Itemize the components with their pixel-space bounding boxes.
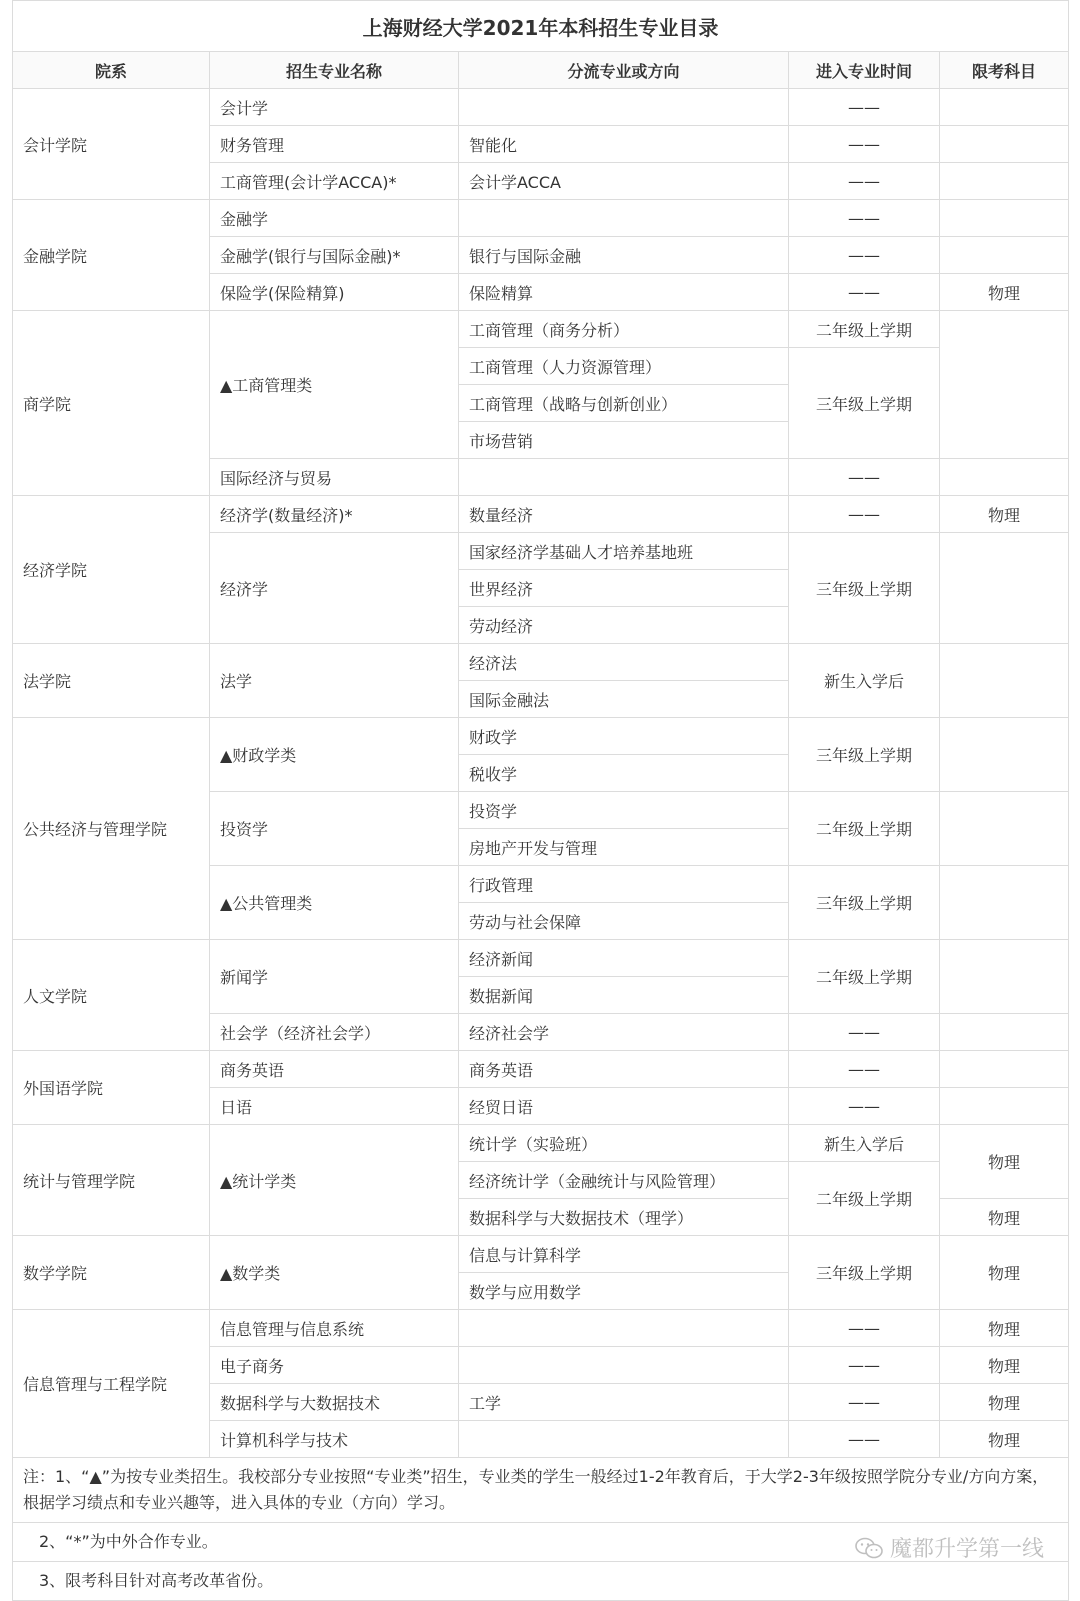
time-cell: —— [789,1014,940,1051]
time-cell: 新生入学后 [789,644,940,718]
direction-cell [459,1347,789,1384]
direction-cell: 数据新闻 [459,977,789,1014]
header-direction: 分流专业或方向 [459,52,789,89]
direction-cell: 劳动与社会保障 [459,903,789,940]
subject-cell [940,940,1069,1014]
direction-cell [459,200,789,237]
time-cell: —— [789,237,940,274]
major-cell: ▲公共管理类 [210,866,459,940]
time-cell: —— [789,163,940,200]
table-row [13,496,1069,533]
direction-cell: 国际金融法 [459,681,789,718]
subject-cell [940,1014,1069,1051]
direction-cell: 工商管理（战略与创新创业） [459,385,789,422]
subject-cell: 物理 [940,1310,1069,1347]
major-cell: 金融学(银行与国际金融)* [210,237,459,274]
header-college: 院系 [13,52,210,89]
college-cell: 人文学院 [13,940,210,1051]
time-cell: 三年级上学期 [789,1236,940,1310]
subject-cell [940,1051,1069,1088]
direction-cell: 国家经济学基础人才培养基地班 [459,533,789,570]
subject-cell: 物理 [940,1421,1069,1458]
major-cell: ▲工商管理类 [210,311,459,459]
subject-cell [940,89,1069,126]
direction-cell: 经贸日语 [459,1088,789,1125]
time-cell: —— [789,1347,940,1384]
time-cell: —— [789,274,940,311]
major-cell: 工商管理(会计学ACCA)* [210,163,459,200]
subject-cell [940,718,1069,792]
catalog-table [12,0,1069,1601]
direction-cell: 工商管理（人力资源管理） [459,348,789,385]
direction-cell: 银行与国际金融 [459,237,789,274]
watermark-text: 魔都升学第一线 [889,1537,1044,1562]
note-2: 2、“*”为中外合作专业。 [13,1523,1069,1562]
major-cell: 会计学 [210,89,459,126]
college-cell: 公共经济与管理学院 [13,718,210,940]
table-row [13,644,1069,681]
time-cell: 新生入学后 [789,1125,940,1162]
table-row [13,940,1069,977]
subject-cell: 物理 [940,1347,1069,1384]
table-row [13,1051,1069,1088]
direction-cell [459,1310,789,1347]
college-cell: 外国语学院 [13,1051,210,1125]
college-cell: 信息管理与工程学院 [13,1310,210,1458]
time-cell: —— [789,126,940,163]
time-cell: —— [789,1384,940,1421]
major-cell: ▲统计学类 [210,1125,459,1236]
time-cell: —— [789,1088,940,1125]
major-cell: ▲财政学类 [210,718,459,792]
direction-cell: 投资学 [459,792,789,829]
header-entry-time: 进入专业时间 [789,52,940,89]
major-cell: 日语 [210,1088,459,1125]
college-cell: 商学院 [13,311,210,496]
subject-cell: 物理 [940,1125,1069,1199]
wechat-icon [854,1536,884,1560]
subject-cell [940,459,1069,496]
direction-cell: 经济统计学（金融统计与风险管理） [459,1162,789,1199]
direction-cell: 劳动经济 [459,607,789,644]
subject-cell: 物理 [940,1199,1069,1236]
time-cell: —— [789,89,940,126]
direction-cell: 市场营销 [459,422,789,459]
major-cell: 投资学 [210,792,459,866]
subject-cell [940,237,1069,274]
direction-cell: 财政学 [459,718,789,755]
time-cell: 二年级上学期 [789,1162,940,1236]
college-cell: 统计与管理学院 [13,1125,210,1236]
subject-cell [940,311,1069,459]
time-cell: —— [789,496,940,533]
direction-cell: 数学与应用数学 [459,1273,789,1310]
major-cell: 计算机科学与技术 [210,1421,459,1458]
major-cell: 财务管理 [210,126,459,163]
direction-cell: 数据科学与大数据技术（理学） [459,1199,789,1236]
direction-cell: 会计学ACCA [459,163,789,200]
title-row [13,1,1069,52]
subject-cell [940,792,1069,866]
major-cell: 商务英语 [210,1051,459,1088]
major-cell: 社会学（经济社会学） [210,1014,459,1051]
table-row [13,200,1069,237]
direction-cell: 信息与计算科学 [459,1236,789,1273]
subject-cell [940,644,1069,718]
direction-cell: 经济新闻 [459,940,789,977]
direction-cell: 统计学（实验班） [459,1125,789,1162]
table-row [13,311,1069,348]
time-cell: 二年级上学期 [789,940,940,1014]
subject-cell: 物理 [940,274,1069,311]
direction-cell [459,1421,789,1458]
major-cell: 金融学 [210,200,459,237]
time-cell: —— [789,459,940,496]
college-cell: 会计学院 [13,89,210,200]
major-cell: 经济学 [210,533,459,644]
direction-cell: 工学 [459,1384,789,1421]
header-row [13,52,1069,89]
subject-cell [940,200,1069,237]
note-row [13,1458,1069,1523]
direction-cell: 工商管理（商务分析） [459,311,789,348]
major-cell: 新闻学 [210,940,459,1014]
direction-cell: 世界经济 [459,570,789,607]
major-cell: 法学 [210,644,459,718]
subject-cell [940,163,1069,200]
time-cell: 三年级上学期 [789,348,940,459]
direction-cell: 保险精算 [459,274,789,311]
note-1: 注：1、“▲”为按专业类招生。我校部分专业按照“专业类”招生，专业类的学生一般经过1-2年教育后，于大学2-3年级按照学院分专业/方向方案，根据学习绩点和专业兴趣等，进入具体的专业（方向）学习。 [13,1458,1069,1523]
subject-cell [940,1088,1069,1125]
direction-cell: 智能化 [459,126,789,163]
subject-cell [940,533,1069,644]
watermark [854,1532,1044,1563]
catalog-frame [12,0,1068,1601]
time-cell: —— [789,1310,940,1347]
time-cell: —— [789,1051,940,1088]
time-cell: —— [789,1421,940,1458]
time-cell: 二年级上学期 [789,311,940,348]
header-major: 招生专业名称 [210,52,459,89]
subject-cell [940,866,1069,940]
subject-cell: 物理 [940,1236,1069,1310]
subject-cell: 物理 [940,1384,1069,1421]
time-cell: 三年级上学期 [789,718,940,792]
direction-cell [459,459,789,496]
header-subject: 限考科目 [940,52,1069,89]
table-row [13,1236,1069,1273]
direction-cell: 房地产开发与管理 [459,829,789,866]
direction-cell: 税收学 [459,755,789,792]
table-row [13,718,1069,755]
college-cell: 金融学院 [13,200,210,311]
page-title: 上海财经大学2021年本科招生专业目录 [13,1,1069,52]
direction-cell: 经济社会学 [459,1014,789,1051]
major-cell: 经济学(数量经济)* [210,496,459,533]
college-cell: 经济学院 [13,496,210,644]
college-cell: 法学院 [13,644,210,718]
subject-cell: 物理 [940,496,1069,533]
direction-cell: 数量经济 [459,496,789,533]
time-cell: 二年级上学期 [789,792,940,866]
time-cell: —— [789,200,940,237]
time-cell: 三年级上学期 [789,533,940,644]
major-cell: 数据科学与大数据技术 [210,1384,459,1421]
major-cell: ▲数学类 [210,1236,459,1310]
note-3: 3、限考科目针对高考改革省份。 [13,1562,1069,1601]
table-row [13,89,1069,126]
major-cell: 保险学(保险精算) [210,274,459,311]
major-cell: 国际经济与贸易 [210,459,459,496]
major-cell: 信息管理与信息系统 [210,1310,459,1347]
direction-cell [459,89,789,126]
time-cell: 三年级上学期 [789,866,940,940]
table-row [13,1125,1069,1162]
direction-cell: 经济法 [459,644,789,681]
direction-cell: 行政管理 [459,866,789,903]
major-cell: 电子商务 [210,1347,459,1384]
subject-cell [940,126,1069,163]
college-cell: 数学学院 [13,1236,210,1310]
table-row [13,1310,1069,1347]
direction-cell: 商务英语 [459,1051,789,1088]
